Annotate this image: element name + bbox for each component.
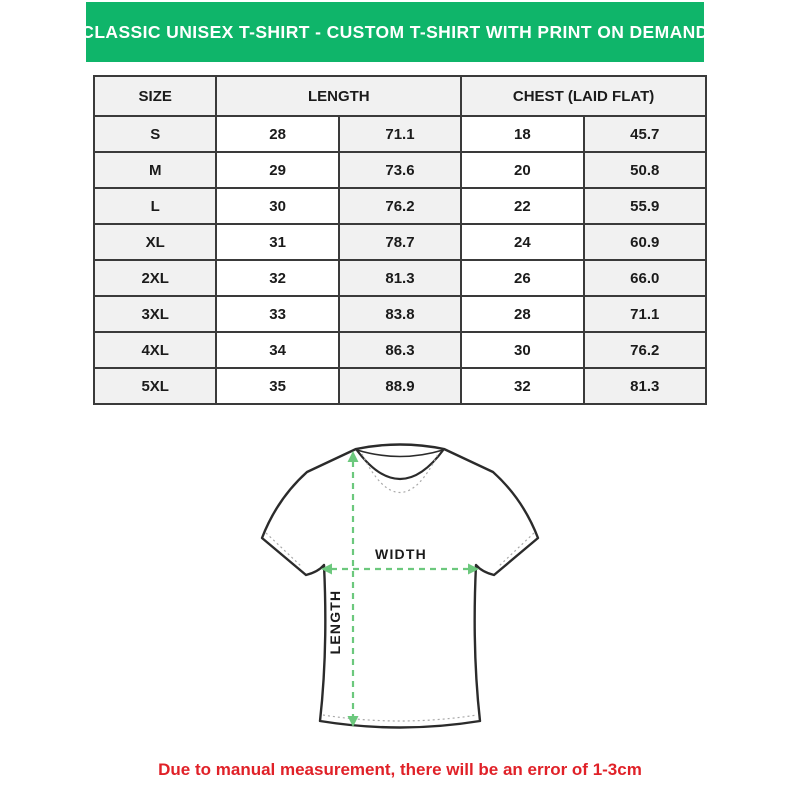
size-table bbox=[93, 75, 707, 405]
chest-inch-cell: 32 bbox=[461, 368, 583, 404]
length-cm-cell: 88.9 bbox=[339, 368, 461, 404]
chest-inch-cell: 26 bbox=[461, 260, 583, 296]
chest-inch-cell: 28 bbox=[461, 296, 583, 332]
chest-cm-cell: 60.9 bbox=[584, 224, 706, 260]
length-inch-cell: 33 bbox=[216, 296, 338, 332]
header-row bbox=[94, 76, 706, 116]
size-column-header: SIZE bbox=[94, 76, 216, 116]
chest-cm-cell: 50.8 bbox=[584, 152, 706, 188]
chest-cm-cell: 45.7 bbox=[584, 116, 706, 152]
length-inch-cell: 31 bbox=[216, 224, 338, 260]
chest-inch-cell: 22 bbox=[461, 188, 583, 224]
length-column-header: LENGTH bbox=[216, 76, 461, 116]
length-cm-cell: 71.1 bbox=[339, 116, 461, 152]
length-cm-cell: 76.2 bbox=[339, 188, 461, 224]
size-table-body bbox=[94, 116, 706, 404]
length-inch-cell: 30 bbox=[216, 188, 338, 224]
width-label: WIDTH bbox=[375, 546, 427, 562]
size-cell: 5XL bbox=[94, 368, 216, 404]
chest-inch-cell: 20 bbox=[461, 152, 583, 188]
title-banner bbox=[81, 2, 709, 62]
size-cell: 2XL bbox=[94, 260, 216, 296]
table-row bbox=[94, 152, 706, 188]
chest-cm-cell: 81.3 bbox=[584, 368, 706, 404]
chest-cm-cell: 66.0 bbox=[584, 260, 706, 296]
chest-cm-cell: 55.9 bbox=[584, 188, 706, 224]
chest-inch-cell: 30 bbox=[461, 332, 583, 368]
length-cm-cell: 73.6 bbox=[339, 152, 461, 188]
size-cell: L bbox=[94, 188, 216, 224]
size-cell: 3XL bbox=[94, 296, 216, 332]
chest-cm-cell: 76.2 bbox=[584, 332, 706, 368]
length-cm-cell: 78.7 bbox=[339, 224, 461, 260]
tshirt-icon bbox=[262, 445, 538, 728]
table-row bbox=[94, 188, 706, 224]
size-cell: 4XL bbox=[94, 332, 216, 368]
length-label: LENGTH bbox=[327, 589, 343, 655]
length-inch-cell: 34 bbox=[216, 332, 338, 368]
chest-inch-cell: 18 bbox=[461, 116, 583, 152]
length-cm-cell: 83.8 bbox=[339, 296, 461, 332]
size-cell: XL bbox=[94, 224, 216, 260]
tshirt-measurement-diagram bbox=[230, 425, 570, 755]
table-row bbox=[94, 116, 706, 152]
table-row bbox=[94, 224, 706, 260]
table-row bbox=[94, 296, 706, 332]
length-inch-cell: 28 bbox=[216, 116, 338, 152]
table-row bbox=[94, 368, 706, 404]
chest-inch-cell: 24 bbox=[461, 224, 583, 260]
table-row bbox=[94, 260, 706, 296]
size-cell: S bbox=[94, 116, 216, 152]
size-table-header bbox=[94, 76, 706, 116]
table-row bbox=[94, 332, 706, 368]
length-inch-cell: 29 bbox=[216, 152, 338, 188]
chest-cm-cell: 71.1 bbox=[584, 296, 706, 332]
measurement-error-note: Due to manual measurement, there will be an error of 1-3cm bbox=[158, 760, 642, 779]
length-cm-cell: 86.3 bbox=[339, 332, 461, 368]
size-cell: M bbox=[94, 152, 216, 188]
length-cm-cell: 81.3 bbox=[339, 260, 461, 296]
chest-column-header: CHEST (LAID FLAT) bbox=[461, 76, 706, 116]
length-inch-cell: 35 bbox=[216, 368, 338, 404]
page-title: CLASSIC UNISEX T-SHIRT - CUSTOM T-SHIRT WITH PRINT ON DEMAND bbox=[81, 21, 709, 42]
length-inch-cell: 32 bbox=[216, 260, 338, 296]
